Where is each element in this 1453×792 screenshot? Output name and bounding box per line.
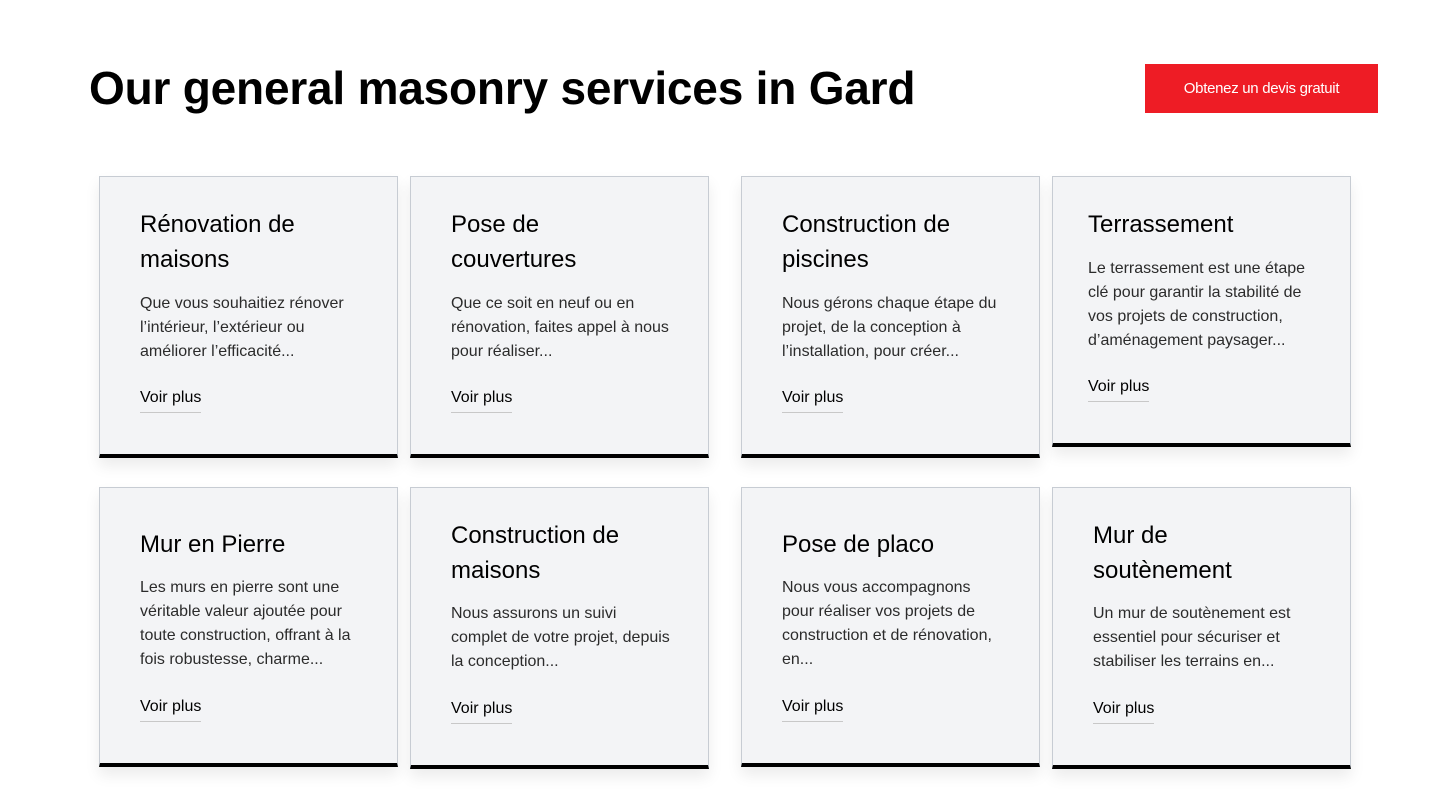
free-quote-button[interactable]: Obtenez un devis gratuit: [1145, 64, 1378, 113]
see-more-link[interactable]: Voir plus: [451, 388, 512, 413]
service-card-title: Pose de couvertures: [451, 211, 577, 273]
service-card-renovation: [99, 176, 398, 458]
service-card-description: Que ce soit en neuf ou en rénovation, faites appel à nous pour réaliser...: [451, 295, 669, 360]
service-card-title: Terrassement: [1088, 211, 1234, 238]
see-more-link[interactable]: Voir plus: [782, 697, 843, 722]
service-card-description: Nous vous accompagnons pour réaliser vos projets de construction et de rénovation, en...: [782, 579, 992, 668]
see-more-link[interactable]: Voir plus: [451, 699, 512, 724]
service-card-title: Mur de soutènement: [1093, 522, 1232, 584]
service-card-house-construction: [410, 487, 709, 769]
see-more-link[interactable]: Voir plus: [782, 388, 843, 413]
service-card-roofing: [410, 176, 709, 458]
service-card-title: Mur en Pierre: [140, 531, 286, 558]
see-more-link[interactable]: Voir plus: [140, 388, 201, 413]
service-card-pools: [741, 176, 1040, 458]
service-card-drywall: [741, 487, 1040, 767]
service-card-stone-wall: [99, 487, 398, 767]
see-more-link[interactable]: Voir plus: [140, 697, 201, 722]
see-more-link[interactable]: Voir plus: [1093, 699, 1154, 724]
service-card-description: Le terrassement est une étape clé pour garantir la stabilité de vos projets de construction, d’aménagement paysager...: [1088, 260, 1306, 349]
service-card-description: Nous gérons chaque étape du projet, de la conception à l’installation, pour créer...: [782, 295, 997, 360]
service-card-title: Rénovation de maisons: [140, 211, 295, 273]
service-card-retaining-wall: [1052, 487, 1351, 769]
service-card-title: Construction de piscines: [782, 211, 951, 273]
page-title: Our general masonry services in Gard: [89, 62, 916, 114]
service-card-description: Nous assurons un suivi complet de votre projet, depuis la conception...: [451, 605, 670, 670]
service-card-description: Que vous souhaitiez rénover l’intérieur, l’extérieur ou améliorer l’efficacité...: [140, 295, 344, 360]
service-card-earthworks: [1052, 176, 1351, 447]
service-card-title: Pose de placo: [782, 531, 935, 558]
service-card-description: Les murs en pierre sont une véritable valeur ajoutée pour toute construction, offrant à la fois robustesse, charme...: [140, 579, 351, 668]
service-card-title: Construction de maisons: [451, 522, 620, 584]
service-card-description: Un mur de soutènement est essentiel pour sécuriser et stabiliser les terrains en...: [1093, 605, 1291, 670]
see-more-link[interactable]: Voir plus: [1088, 377, 1149, 402]
